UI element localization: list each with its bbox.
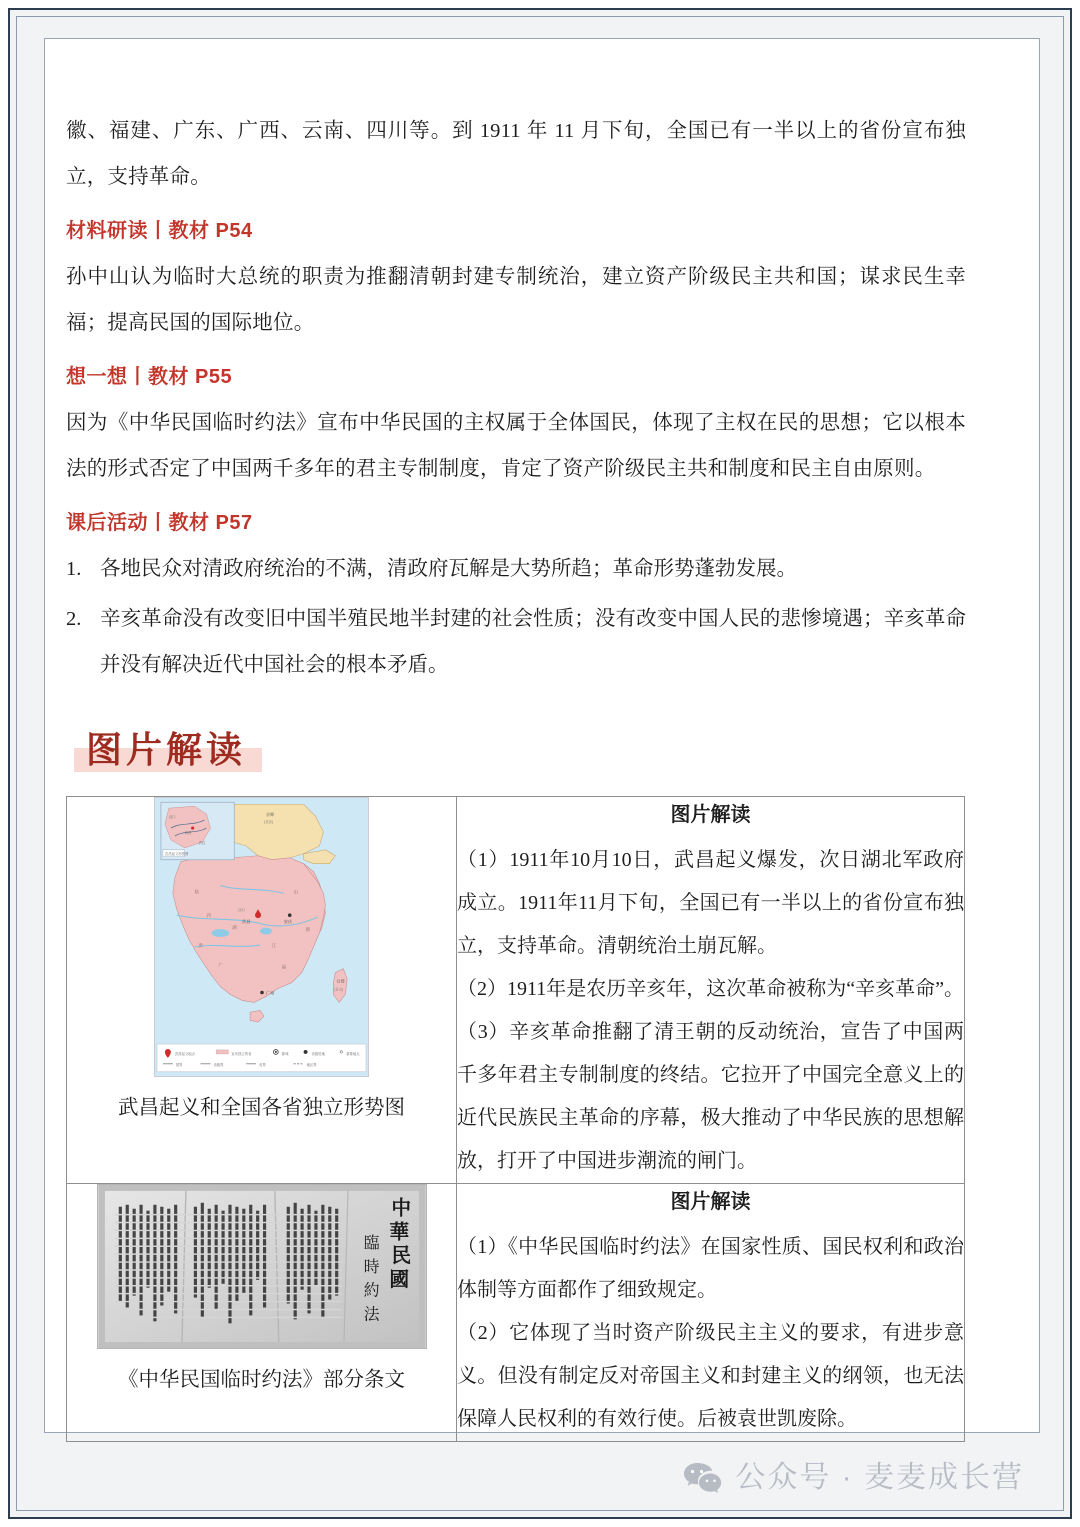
svg-text:广: 广 [218,962,223,968]
svg-text:省级驻地: 省级驻地 [311,1051,325,1056]
treaty-interpretation-cell [457,1184,965,1442]
svg-text:重要地点: 重要地点 [346,1051,360,1056]
map-label-hankou: 汉口 [238,908,245,913]
activity-item-2-text: 辛亥革命没有改变旧中国半殖民地半封建的社会性质；没有改变中国人民的悲惨境遇；辛亥革命并没有解决近代中国社会的根本矛盾。 [100,608,966,676]
svg-text:陕: 陕 [194,889,199,895]
svg-text:地区界: 地区界 [306,1062,317,1067]
map-label-capital-sub: (北京) [263,820,273,825]
document-content [66,108,966,1442]
svg-text:山: 山 [293,889,299,895]
svg-text:省界: 省界 [259,1062,266,1067]
provisional-constitution-photo [97,1184,427,1349]
svg-text:省级界: 省级界 [213,1062,224,1067]
section-heading-think: 想一想丨教材 P55 [66,366,233,388]
table-row [67,797,965,1184]
map-interpretation-title: 图片解读 [670,804,751,826]
treaty-interpretation-title: 图片解读 [670,1191,751,1213]
treaty-title-char-1: 中 [390,1197,411,1220]
svg-text:汉口: 汉口 [168,815,176,820]
map-label-wuchang: 武昌 [242,919,251,925]
activity-item-1-number: 1. [66,558,82,580]
map-interpretation-paragraph-3: （3）辛亥革命推翻了清王朝的反动统治，宣告了中国两千多年君主专制制度的终结。它拉开了中国完全意义上的近代民族民主革命的序幕，极大推动了中华民族的思想解放，打开了中国进步潮流的闸门。 [457,1021,964,1172]
svg-text:湖: 湖 [232,925,237,931]
china-provinces-independence-map [154,797,369,1077]
treaty-title-char-5: 臨 [363,1235,380,1253]
map-interpretation-paragraph-1: （1）1911年10月10日，武昌起义爆发，次日湖北军政府成立。1911年11月下旬，全国已有一半以上的省份宣布独立，支持革命。清朝统治土崩瓦解。 [457,849,964,957]
svg-text:国界: 国界 [175,1062,183,1067]
banner-heading-image-interpretation [80,722,252,778]
map-image-cell [67,797,457,1184]
activity-item-1-text: 各地民众对清政府统治的不满，清政府瓦解是大势所趋；革命形势蓬勃发展。 [100,558,797,580]
section-paragraph-material-study: 孙中山认为临时大总统的职责为推翻清朝封建专制统治，建立资产阶级民主共和国；谋求民生幸福；提高民国的国际地位。 [66,266,966,334]
image-interpretation-table [66,796,965,1442]
svg-text:浙: 浙 [305,927,310,933]
watermark-text: 公众号 · 麦麦成长营 [735,1461,1024,1494]
wechat-icon [683,1461,723,1495]
svg-text:贵: 贵 [198,942,203,948]
map-label-guangzhou: 广州 [265,990,275,996]
svg-text:四: 四 [206,913,211,919]
treaty-title-char-8: 法 [363,1306,380,1324]
treaty-interpretation-paragraph-1: （1）《中华民国临时约法》在国家性质、国民权利和政治体制等方面都作了细致规定。 [457,1236,964,1301]
map-label-capital: 京师 [265,812,275,818]
watermark [683,1461,1024,1495]
map-inset-title: 武昌起义形势图 [164,851,189,856]
activity-item-1 [66,546,966,592]
table-row [67,1184,965,1442]
treaty-image-caption: 《中华民国临时约法》部分条文 [118,1369,405,1391]
svg-text:江: 江 [271,942,277,948]
map-image-caption: 武昌起义和全国各省独立形势图 [118,1097,405,1119]
section-heading-material-study: 材料研读丨教材 P54 [66,220,253,242]
treaty-image-cell [67,1184,457,1442]
section-heading-after-class-activity: 课后活动丨教材 P57 [66,512,253,534]
svg-text:福: 福 [281,964,287,970]
section-paragraph-think: 因为《中华民国临时约法》宣布中华民国的主权属于全体国民，体现了主权在民的思想；它以根本法的形式否定了中国两千多年的君主专制制度，肯定了资产阶级民主共和制度和民主自由原则。 [66,412,966,480]
svg-text:宣布独立的省: 宣布独立的省 [231,1051,252,1056]
map-interpretation-cell [457,797,965,1184]
treaty-title-char-2: 華 [388,1221,409,1244]
svg-text:武汉: 武汉 [198,840,206,845]
treaty-title-char-4: 國 [388,1268,409,1291]
map-interpretation-paragraph-2: （2）1911年是农历辛亥年，这次革命被称为“辛亥革命”。 [457,978,965,1000]
svg-text:武昌: 武昌 [184,830,192,835]
map-label-anqing: 安庆 [283,919,293,925]
treaty-interpretation-paragraph-2: （2）它体现了当时资产阶级民主主义的要求，有进步意义。但没有制定反对帝国主义和封建主义的纲领，也无法保障人民权利的有效行使。后被袁世凯废除。 [457,1322,964,1430]
treaty-title-char-3: 民 [390,1245,411,1268]
treaty-title-char-6: 時 [363,1258,380,1276]
map-label-taiwan-sub: (日占) [334,987,344,992]
page-frame [8,8,1072,1519]
map-label-taiwan: 台湾 [336,978,345,984]
activity-item-2-number: 2. [66,608,82,630]
continued-paragraph: 徽、福建、广东、广西、云南、四川等。到 1911 年 11 月下旬，全国已有一半以上的省份宣布独立，支持革命。 [66,120,966,188]
svg-text:都城: 都城 [281,1051,289,1056]
activity-item-2 [66,596,966,688]
svg-text:武昌起义地点: 武昌起义地点 [174,1051,195,1056]
banner-heading-label: 图片解读 [86,729,247,770]
treaty-title-char-7: 約 [363,1282,380,1300]
